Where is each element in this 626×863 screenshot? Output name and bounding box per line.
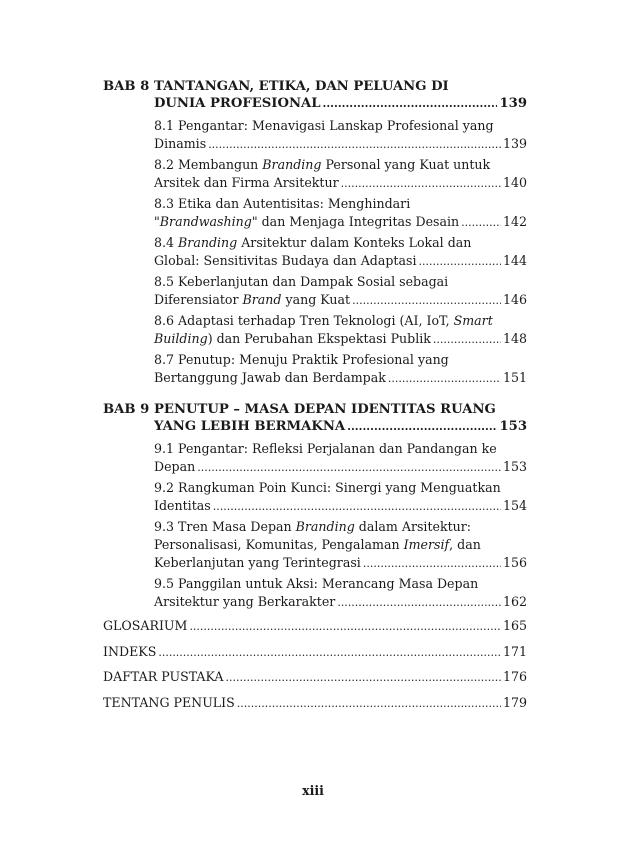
chapter-title-line: TANTANGAN, ETIKA, DAN PELUANG DI: [154, 79, 449, 94]
chapter-title-line: YANG LEBIH BERMAKNA: [154, 419, 346, 434]
chapter-number: BAB 9: [103, 402, 150, 417]
toc-entry: 8.2 Membangun Branding Personal yang Kuat untuk Arsitek dan Firma Arsitektur ..... 140: [154, 156, 527, 193]
toc-entry: 8.3 Etika dan Autentisitas: Menghindari "Brandwashing" dan Menjaga Integritas Desain ..... 142: [154, 195, 527, 232]
back-matter-entry: GLOSARIUM ..... 165: [103, 617, 527, 636]
toc-entry: 9.3 Tren Masa Depan Branding dalam Arsitektur: Personalisasi, Komunitas, Pengalaman Imersif, dan Keberlanjutan yang Terintegrasi ..... 156: [154, 518, 527, 573]
toc-entry: 9.2 Rangkuman Poin Kunci: Sinergi yang Menguatkan Identitas ..... 154: [154, 479, 527, 516]
toc-entry: 8.6 Adaptasi terhadap Tren Teknologi (AI, IoT, Smart Building) dan Perubahan Ekspektasi Publik ..... 148: [154, 312, 527, 349]
entry-page: 148: [502, 331, 527, 346]
page-number: xiii: [302, 783, 324, 798]
entry-page: 153: [502, 459, 527, 474]
entry-page: 144: [502, 253, 527, 268]
toc-entry: 9.1 Pengantar: Refleksi Perjalanan dan Pandangan ke Depan ..... 153: [154, 440, 527, 477]
toc-entry: 8.5 Keberlanjutan dan Dampak Sosial sebagai Diferensiator Brand yang Kuat ..... 146: [154, 273, 527, 310]
back-matter-entry: DAFTAR PUSTAKA ..... 176: [103, 668, 527, 687]
chapter-title-line: DUNIA PROFESIONAL: [154, 96, 321, 111]
chapter-title: [154, 401, 527, 435]
chapter-title: [154, 78, 527, 112]
entry-page: 151: [502, 370, 527, 385]
toc-entry: 8.7 Penutup: Menuju Praktik Profesional yang Bertanggung Jawab dan Berdampak ..... 151: [154, 351, 527, 388]
chapter-number: BAB 8: [103, 79, 150, 94]
toc-entry: 8.4 Branding Arsitektur dalam Konteks Lokal dan Global: Sensitivitas Budaya dan Adaptasi ..... 144: [154, 234, 527, 271]
entry-page: 142: [502, 214, 527, 229]
back-matter-entry: INDEKS ..... 171: [103, 643, 527, 662]
entry-page: 140: [502, 175, 527, 190]
chapter-page: 153: [499, 419, 527, 434]
entry-page: 139: [502, 136, 527, 151]
entry-page: 162: [502, 594, 527, 609]
toc-entry: 9.5 Panggilan untuk Aksi: Merancang Masa Depan Arsitektur yang Berkarakter ..... 162: [154, 575, 527, 612]
chapter-page: 139: [499, 96, 527, 111]
entry-page: 154: [502, 498, 527, 513]
entry-page: 146: [502, 292, 527, 307]
chapter-title-line: PENUTUP – MASA DEPAN IDENTITAS RUANG: [154, 402, 496, 417]
entry-page: 156: [502, 555, 527, 570]
toc-entry: 8.1 Pengantar: Menavigasi Lanskap Profesional yang Dinamis ..... 139: [154, 117, 527, 154]
back-matter-entry: TENTANG PENULIS ..... 179: [103, 694, 527, 713]
